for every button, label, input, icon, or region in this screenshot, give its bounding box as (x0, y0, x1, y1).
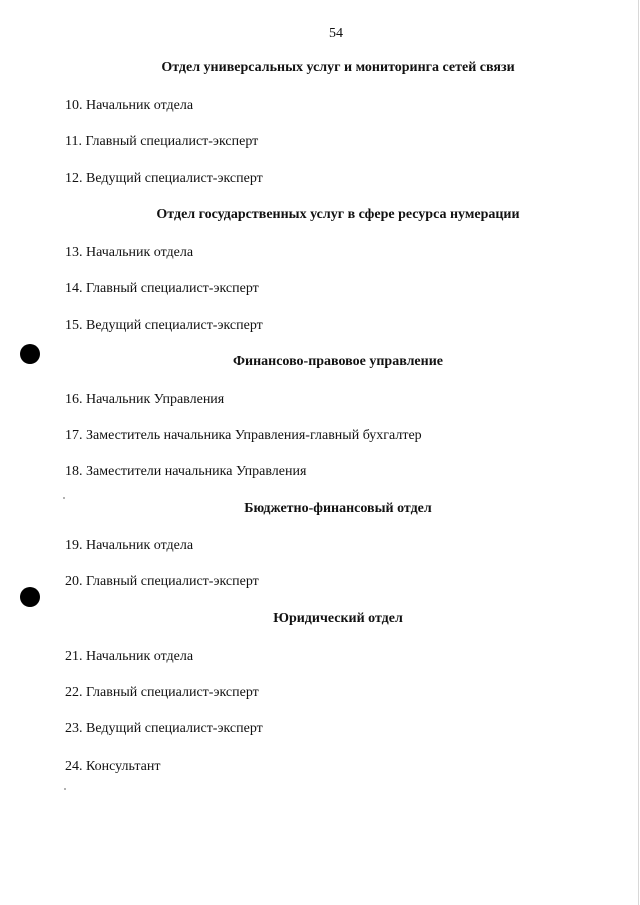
list-item: 21. Начальник отдела (65, 649, 194, 664)
section-heading: Отдел государственных услуг в сфере ресурса нумерации (156, 207, 520, 222)
section-heading: Бюджетно-финансовый отдел (244, 501, 432, 516)
list-item: 13. Начальник отдела (65, 245, 194, 260)
list-item: 22. Главный специалист-эксперт (65, 685, 259, 700)
list-item: 24. Консультант (65, 759, 161, 774)
list-item: 20. Главный специалист-эксперт (65, 574, 259, 589)
page-edge (638, 0, 639, 905)
scan-speck (63, 497, 65, 499)
list-item: 18. Заместители начальника Управления (65, 464, 307, 479)
list-item: 16. Начальник Управления (65, 392, 225, 407)
list-item: 12. Ведущий специалист-эксперт (65, 171, 263, 186)
list-item: 19. Начальник отдела (65, 538, 194, 553)
section-heading: Юридический отдел (273, 611, 403, 626)
list-item: 15. Ведущий специалист-эксперт (65, 318, 263, 333)
list-item: 10. Начальник отдела (65, 98, 194, 113)
punch-hole (20, 344, 40, 364)
scan-speck (64, 788, 66, 790)
page-number: 54 (329, 26, 343, 41)
punch-hole (20, 587, 40, 607)
list-item: 11. Главный специалист-эксперт (65, 134, 259, 149)
section-heading: Финансово-правовое управление (232, 354, 443, 369)
list-item: 23. Ведущий специалист-эксперт (65, 721, 263, 736)
list-item: 14. Главный специалист-эксперт (65, 281, 259, 296)
list-item: 17. Заместитель начальника Управления-главный бухгалтер (65, 428, 422, 443)
section-heading: Отдел универсальных услуг и мониторинга сетей связи (161, 60, 515, 75)
